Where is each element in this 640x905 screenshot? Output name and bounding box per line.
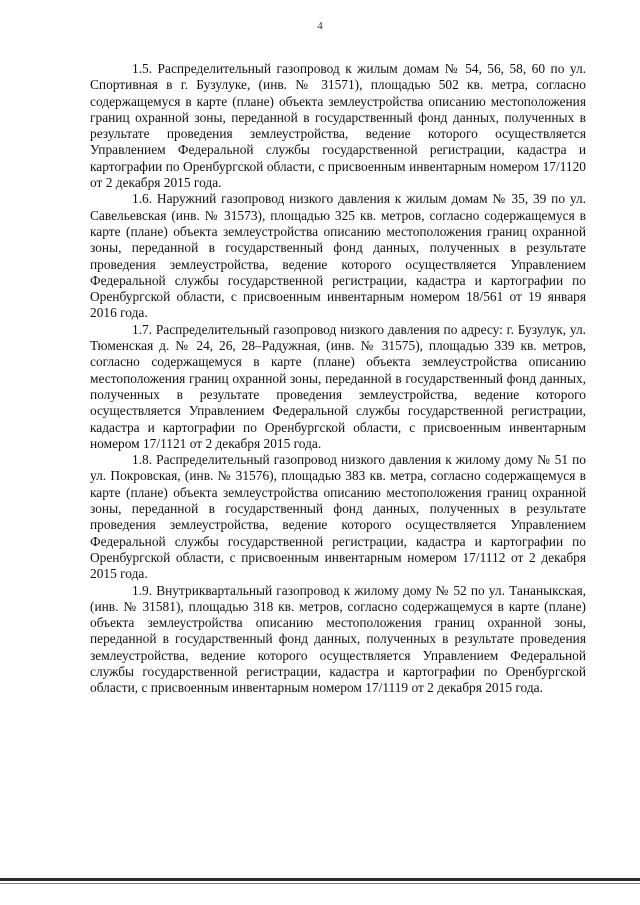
bottom-scan-border-line [0,883,640,884]
paragraph-1-5: 1.5. Распределительный газопровод к жилым домам № 54, 56, 58, 60 по ул. Спортивная в г. Бузулуке, (инв. № 31571), площадью 502 кв. метра, согласно содержащемуся в карте (плане) объекта землеустройства описанию местоположения границ охранной зоны, переданной в государственный фонд данных, полученных в результате проведения землеустройства, ведение которого осуществляется Управлением Федеральной службы государственной регистрации, кадастра и картографии по Оренбургской области, с присвоенным инвентарным номером 17/1120 от 2 декабря 2015 года. [90,61,586,191]
paragraph-1-8: 1.8. Распределительный газопровод низкого давления к жилому дому № 51 по ул. Покровская, (инв. № 31576), площадью 383 кв. метра, согласно содержащемуся в карте (плане) объекта землеустройства описанию местоположения границ охранной зоны, переданной в государственный фонд данных, полученных в результате проведения землеустройства, ведение которого осуществляется Управлением Федеральной службы государственной регистрации, кадастра и картографии по Оренбургской области, с присвоенным инвентарным номером 17/1112 от 2 декабря 2015 года. [90,452,586,582]
page-number: 4 [317,20,323,32]
paragraph-1-6: 1.6. Наружний газопровод низкого давления к жилым домам № 35, 39 по ул. Савельевская (инв. № 31573), площадью 325 кв. метров, согласно содержащемуся в карте (плане) объекта землеустройства описанию местоположения границ охранной зоны, переданной в государственный фонд данных, полученных в результате проведения землеустройства, ведение которого осуществляется Управлением Федеральной службы государственной регистрации, кадастра и картографии по Оренбургской области, с присвоенным инвентарным номером 18/561 от 19 января 2016 года. [90,191,586,321]
paragraph-1-9: 1.9. Внутриквартальный газопровод к жилому дому № 52 по ул. Тананыкская, (инв. № 31581), площадью 318 кв. метров, согласно содержащемуся в карте (плане) объекта землеустройства описанию местоположения границ охранной зоны, переданной в государственный фонд данных, полученных в результате проведения землеустройства, ведение которого осуществляется Управлением Федеральной службы государственной регистрации, кадастра и картографии по Оренбургской области, с присвоенным инвентарным номером 17/1119 от 2 декабря 2015 года. [90,582,586,696]
paragraph-1-7: 1.7. Распределительный газопровод низкого давления по адресу: г. Бузулук, ул. Тюменская д. № 24, 26, 28–Радужная, (инв. № 31575), площадью 339 кв. метров, согласно содержащемуся в карте (плане) объекта землеустройства описанию местоположения границ охранной зоны, переданной в государственный фонд данных, полученных в результате проведения землеустройства, ведение которого осуществляется Управлением Федеральной службы государственной регистрации, кадастра и картографии по Оренбургской области, с присвоенным инвентарным номером 17/1121 от 2 декабря 2015 года. [90,321,586,451]
document-body [90,61,586,697]
bottom-scan-border [0,878,640,881]
